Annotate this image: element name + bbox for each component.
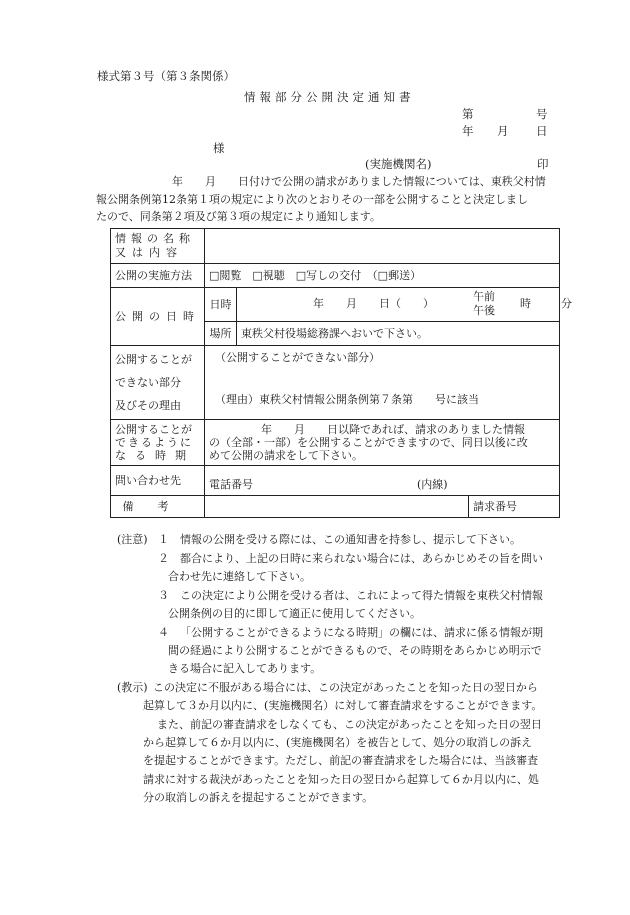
number-label: 第 bbox=[462, 107, 474, 121]
decision-form-table bbox=[110, 228, 572, 518]
intro-line-2: 報公開条例第12条第１項の規定により次のとおりその一部を公開することと決定しまし bbox=[96, 193, 528, 206]
row-contact bbox=[111, 466, 560, 496]
field-undisclosable[interactable] bbox=[205, 346, 560, 420]
field-place: 東秩父村役場総務課へおいで下さい。 bbox=[237, 322, 560, 346]
row-remarks bbox=[111, 496, 560, 518]
label-info-name-b: 又は内容 bbox=[115, 246, 183, 259]
sub-label-time: 日時 bbox=[205, 288, 237, 322]
label-method: 公開の実施方法 bbox=[111, 264, 205, 288]
row-disclosure-time bbox=[111, 420, 560, 466]
note-3-text-b: 公開条例の目的に即して適正に使用してください。 bbox=[168, 607, 421, 620]
instruction-line-4: から起算して６か月以内に、(実施機関名）を被告として、処分の取消しの訴え bbox=[143, 736, 533, 749]
instruction-line-2: 起算して３か月以内に、(実施機関名）に対して審査請求をすることができます。 bbox=[143, 699, 543, 712]
note-4-text-b: 間の経過により公開することができるもので、その時期をあらかじめ明示で bbox=[168, 644, 542, 657]
agency-name: (実施機関名) bbox=[365, 157, 432, 171]
sub-label-place: 場所 bbox=[205, 322, 237, 346]
row-method bbox=[111, 264, 560, 288]
label-contact: 問い合わせ先 bbox=[111, 466, 205, 496]
note-3-number: ３ bbox=[158, 589, 169, 602]
instruction-line-7: 分の取消しの訴えを提起することができます。 bbox=[143, 791, 374, 804]
note-4-number: ４ bbox=[158, 626, 169, 639]
row-info-name bbox=[111, 229, 560, 264]
document-title: 情報部分公開決定通知書 bbox=[244, 90, 415, 104]
seal-mark: 印 bbox=[537, 157, 549, 171]
undisclosable-reason: （理由）東秩父村情報公開条例第７条第 号に該当 bbox=[215, 393, 479, 406]
note-2-text-a: 都合により、上記の日時に来られない場合には、あらかじめその旨を問い bbox=[180, 552, 543, 565]
label-disclosure-time bbox=[111, 420, 205, 466]
note-1-number: １ bbox=[158, 533, 169, 546]
datetime-pm: 午後 bbox=[473, 304, 495, 317]
datetime-hour: 時 bbox=[520, 297, 531, 310]
label-disclosure-time-a: 公開することが bbox=[115, 423, 192, 436]
addressee-suffix: 様 bbox=[213, 141, 225, 155]
label-remarks-text: 備考 bbox=[122, 499, 193, 513]
instruction-label: (教示) bbox=[117, 681, 148, 694]
field-disclosure-time bbox=[205, 420, 560, 466]
label-undisclosable-c: 及びその理由 bbox=[115, 399, 181, 412]
label-undisclosable-b: できない部分 bbox=[115, 376, 181, 389]
instruction-line-1: この決定に不服がある場合には、この決定があったことを知った日の翌日から bbox=[153, 681, 538, 694]
form-number: 様式第３号（第３条関係） bbox=[97, 69, 235, 83]
intro-line-1: 年 月 日付けで公開の請求がありました情報については、東秩父村情 bbox=[172, 175, 546, 188]
datetime-minute: 分 bbox=[561, 297, 572, 310]
field-info-name[interactable] bbox=[205, 229, 560, 264]
contact-phone-label: 電話番号 bbox=[209, 478, 253, 491]
label-datetime-text: 公開の日時 bbox=[115, 309, 200, 323]
label-disclosure-time-b: できるように bbox=[115, 436, 193, 449]
note-1-text: 情報の公開を受ける際には、この通知書を持参し、提示して下さい。 bbox=[180, 533, 521, 546]
date-day-label: 日 bbox=[536, 124, 548, 138]
request-number-label: 請求番号 bbox=[469, 496, 560, 518]
note-3-text-a: この決定により公開を受ける者は、これによって得た情報を東秩父村情報 bbox=[180, 589, 543, 602]
datetime-am: 午前 bbox=[473, 290, 495, 303]
instruction-line-6: 請求に対する裁決があったことを知った日の翌日から起算して６か月以内に、処 bbox=[143, 773, 539, 786]
label-info-name bbox=[111, 229, 205, 264]
method-options[interactable]: □閲覧 □視聴 □写しの交付 （□郵送） bbox=[205, 264, 560, 288]
notes-label: (注意) bbox=[117, 533, 148, 546]
field-remarks[interactable] bbox=[205, 496, 469, 518]
date-year-label: 年 bbox=[462, 124, 474, 138]
intro-line-3: たので、同条第２項及び第３項の規定により通知します。 bbox=[96, 210, 381, 223]
label-info-name-a: 情報の名称 bbox=[115, 232, 195, 245]
date-month-label: 月 bbox=[497, 124, 509, 138]
label-remarks bbox=[111, 496, 205, 518]
note-2-text-b: 合わせ先に連絡して下さい。 bbox=[168, 570, 311, 583]
instruction-line-5: を提起することができます。ただし、前記の審査請求をした場合には、当該審査 bbox=[143, 754, 539, 767]
label-undisclosable bbox=[111, 346, 205, 420]
instruction-line-3: また、前記の審査請求をしなくても、この決定があったことを知った日の翌日 bbox=[157, 718, 542, 731]
note-2-number: ２ bbox=[158, 552, 169, 565]
contact-extension-label: (内線) bbox=[417, 478, 448, 491]
disclosure-time-c: めて公開の請求をして下さい。 bbox=[209, 449, 363, 462]
label-disclosure-time-c: なる時期 bbox=[115, 449, 195, 462]
disclosure-time-b: の（全部・一部）を公開することができますので、同日以後に改 bbox=[209, 436, 528, 449]
note-4-text-a: 「公開することができるようになる時期」の欄には、請求に係る情報が期 bbox=[180, 626, 543, 639]
datetime-date: 年 月 日（ ） bbox=[313, 297, 434, 310]
label-undisclosable-a: 公開することが bbox=[115, 353, 192, 366]
undisclosable-part: （公開することができない部分） bbox=[215, 351, 380, 364]
note-4-text-c: きる場合に記入してあります。 bbox=[168, 662, 322, 675]
field-contact[interactable] bbox=[205, 466, 560, 496]
row-datetime bbox=[111, 288, 560, 322]
label-datetime bbox=[111, 288, 205, 346]
disclosure-time-a: 年 月 日以降であれば、請求のありました情報 bbox=[261, 423, 525, 436]
field-datetime[interactable] bbox=[237, 288, 572, 322]
row-undisclosable bbox=[111, 346, 560, 420]
number-suffix: 号 bbox=[536, 107, 548, 121]
